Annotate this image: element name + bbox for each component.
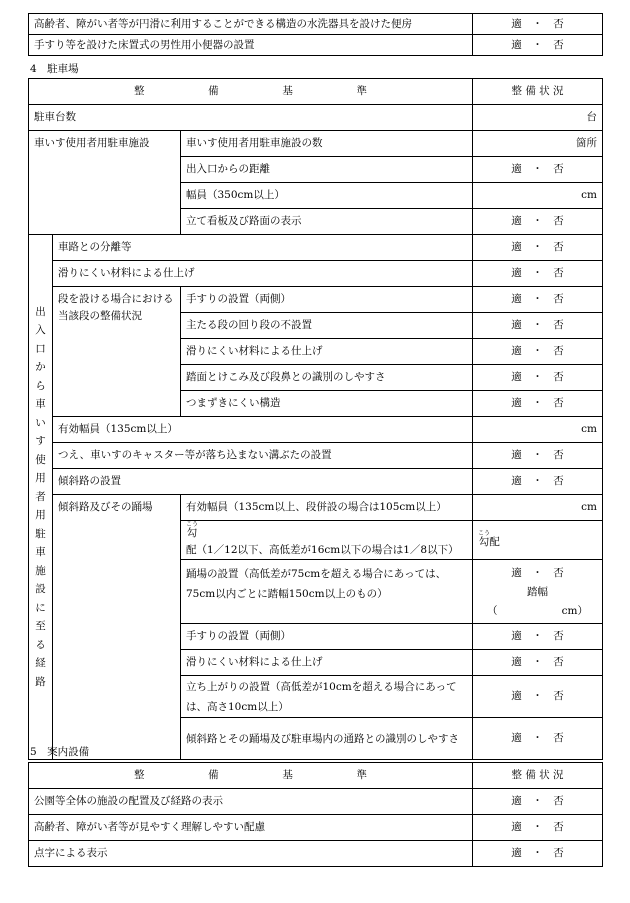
vertical-char: 用: [35, 472, 46, 485]
vertical-char: 設: [35, 583, 46, 596]
criteria-header: [29, 79, 473, 105]
vertical-char: ら: [35, 379, 46, 392]
criteria-cell: 公園等全体の施設の配置及び経路の表示: [29, 789, 473, 815]
table-row: [29, 235, 603, 261]
criteria-cell: 高齢者、障がい者等が円滑に利用することができる構造の水洗器具を設けた便房: [29, 14, 473, 35]
gradient-value-label: 配: [489, 535, 500, 548]
criteria-cell: 傾斜路の設置: [53, 469, 473, 495]
paren-close: cm）: [561, 605, 589, 617]
parking-count-label: 駐車台数: [29, 105, 473, 131]
vertical-char: 口: [35, 342, 46, 355]
header-row: [29, 79, 603, 105]
section-5-title: 5 案内設備: [30, 746, 90, 758]
criteria-cell: 傾斜路とその踊場及び駐車場内の通路との識別のしやすさ: [181, 718, 473, 760]
gradient-label: 配（1／12以下、高低差が16cm以下の場合は1／8以下）: [186, 544, 459, 556]
gradient-value-ruby-text: こう: [478, 529, 491, 537]
criteria-cell: 高齢者、障がい者等が見やすく理解しやすい配慮: [29, 815, 473, 841]
table-row: [29, 131, 603, 157]
unit-cell: cm: [473, 495, 603, 521]
status-cell: 適 ・ 否: [473, 841, 603, 867]
gradient-value-cell: [473, 521, 603, 560]
vertical-char: 至: [35, 620, 46, 633]
vertical-char: 使: [35, 453, 46, 466]
criteria-cell: 踏面とけこみ及び段鼻との識別のしやすさ: [181, 365, 473, 391]
header-char: 準: [356, 85, 368, 97]
header-char: 備: [208, 85, 219, 97]
status-cell: 適 ・ 否: [473, 718, 603, 760]
tread-width-line: [473, 602, 602, 621]
header-char: 基: [282, 769, 293, 781]
table-row: [29, 287, 603, 313]
status-cell: 適 ・ 否: [473, 35, 603, 56]
parking-count-unit: 台: [473, 105, 603, 131]
vertical-char: す: [35, 435, 46, 448]
criteria-cell: 滑りにくい材料による仕上げ: [181, 650, 473, 676]
gradient-ruby-text: こう: [186, 521, 199, 528]
criteria-cell: つまずきにくい構造: [181, 391, 473, 417]
header-char: 整: [134, 769, 145, 781]
vertical-char: 入: [35, 324, 46, 337]
status-cell: 適 ・ 否: [473, 469, 603, 495]
unit-cell: cm: [473, 417, 603, 443]
status-cell: 適 ・ 否: [473, 676, 603, 718]
criteria-cell: 車路との分離等: [53, 235, 473, 261]
route-vertical-text: [29, 303, 52, 692]
status-cell: 適 ・ 否: [473, 287, 603, 313]
table-row: [29, 495, 603, 521]
vertical-char: い: [35, 416, 46, 429]
gradient-ruby-base: 勾: [186, 527, 198, 539]
table-row: [29, 105, 603, 131]
criteria-cell: 手すり等を設けた床置式の男性用小便器の設置: [29, 35, 473, 56]
criteria-cell: 出入口からの距離: [181, 157, 473, 183]
header-char: 備: [208, 769, 219, 781]
status-cell: 適 ・ 否: [473, 157, 603, 183]
status-cell: 適 ・ 否: [473, 339, 603, 365]
vertical-char: 経: [35, 657, 46, 670]
header-row: [29, 763, 603, 789]
landing-status-cell: [473, 560, 603, 624]
gradient-ruby: [186, 521, 199, 539]
table-row: [29, 841, 603, 867]
header-char: 準: [356, 769, 367, 781]
vertical-char: 者: [35, 490, 46, 503]
vertical-char: 出: [35, 305, 46, 318]
vertical-char: 路: [35, 675, 46, 688]
unit-cell: cm: [473, 183, 603, 209]
wheelchair-group-label: 車いす使用者用駐車施設: [29, 131, 181, 235]
criteria-cell: 踊場の設置（高低差が75cmを超える場合にあっては、75cm以内ごとに踏幅150cm以上のもの）: [181, 560, 473, 624]
status-cell: 適 ・ 否: [473, 789, 603, 815]
criteria-cell: 点字による表示: [29, 841, 473, 867]
criteria-cell: 有効幅員（135cm以上、段併設の場合は105cm以上）: [181, 495, 473, 521]
status-cell: 適 ・ 否: [473, 365, 603, 391]
status-cell: 適 ・ 否: [473, 261, 603, 287]
criteria-header: [29, 763, 473, 789]
table-row: [29, 443, 603, 469]
route-vertical-label: [29, 235, 53, 760]
criteria-cell: 車いす使用者用駐車施設の数: [181, 131, 473, 157]
top-table: [28, 13, 603, 56]
status-header: 整 備 状 況: [473, 763, 603, 789]
vertical-char: に: [35, 601, 46, 614]
vertical-char: か: [35, 361, 46, 374]
criteria-cell: 滑りにくい材料による仕上げ: [53, 261, 473, 287]
parking-table: [28, 78, 603, 760]
status-cell: 適 ・ 否: [473, 313, 603, 339]
table-row: [29, 815, 603, 841]
criteria-cell: 立て看板及び路面の表示: [181, 209, 473, 235]
gradient-value-ruby-base: 勾: [478, 535, 491, 548]
criteria-cell: 主たる段の回り段の不設置: [181, 313, 473, 339]
vertical-char: 車: [35, 398, 46, 411]
vertical-char: 施: [35, 564, 46, 577]
tread-label: 踏幅: [527, 586, 549, 598]
status-text: 適 ・ 否: [511, 567, 564, 579]
vertical-char: る: [35, 638, 46, 651]
table-row: [29, 261, 603, 287]
criteria-cell: つえ、車いすのキャスター等が落ち込まない溝ぶたの設置: [53, 443, 473, 469]
status-header: 整 備 状 況: [473, 79, 603, 105]
vertical-char: 用: [35, 509, 46, 522]
status-cell: 適 ・ 否: [473, 443, 603, 469]
vertical-char: 車: [35, 546, 46, 559]
status-cell: 適 ・ 否: [473, 235, 603, 261]
section-4-title: 4 駐車場: [30, 63, 79, 75]
status-cell: 適 ・ 否: [473, 209, 603, 235]
steps-group-label: 段を設ける場合における当該段の整備状況: [53, 287, 181, 417]
criteria-cell: 手すりの設置（両側）: [181, 624, 473, 650]
criteria-cell: 手すりの設置（両側）: [181, 287, 473, 313]
paren-open: （: [487, 605, 498, 617]
status-cell: 適 ・ 否: [473, 14, 603, 35]
header-char: 基: [282, 85, 293, 97]
status-cell: 適 ・ 否: [473, 624, 603, 650]
gradient-value-ruby: [478, 529, 491, 548]
table-row: [29, 469, 603, 495]
guidance-table: [28, 762, 603, 867]
table-row: [29, 14, 603, 35]
header-char: 整: [134, 85, 145, 97]
vertical-char: 駐: [35, 527, 46, 540]
slope-group-label: 傾斜路及びその踊場: [53, 495, 181, 760]
table-row: [29, 417, 603, 443]
status-cell: 適 ・ 否: [473, 650, 603, 676]
criteria-cell: 有効幅員（135cm以上）: [53, 417, 473, 443]
status-cell: 適 ・ 否: [473, 815, 603, 841]
unit-cell: 箇所: [473, 131, 603, 157]
criteria-cell: 滑りにくい材料による仕上げ: [181, 339, 473, 365]
status-cell: 適 ・ 否: [473, 391, 603, 417]
criteria-cell: [181, 521, 473, 560]
table-row: [29, 35, 603, 56]
criteria-cell: 幅員（350cm以上）: [181, 183, 473, 209]
criteria-cell: 立ち上がりの設置（高低差が10cmを超える場合にあっては、高さ10cm以上）: [181, 676, 473, 718]
table-row: [29, 789, 603, 815]
